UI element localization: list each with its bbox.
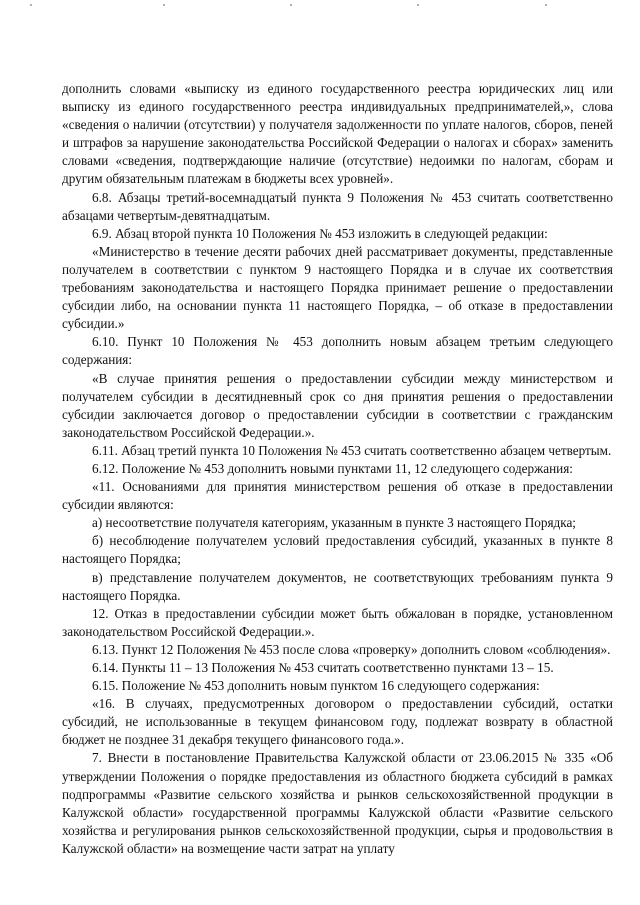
paragraph-6-12: 6.12. Положение № 453 дополнить новыми пунктами 11, 12 следующего содержания: (92, 460, 573, 476)
quoted-paragraph: «В случае принятия решения о предоставлении субсидии между министерством и получателем субсидии в десятидневный срок со дня принятия решения о предоставлении субсидии заключается договор о предоставлении субсидии в соответствии с гражданским законодательством Российской Федерации.». (62, 370, 613, 440)
paragraph-6-14: 6.14. Пункты 11 – 13 Положения № 453 считать соответственно пунктами 13 – 15. (92, 660, 554, 675)
paragraph-6-13: 6.13. Пункт 12 Положения № 453 после слова «проверку» дополнить словом «соблюдения». (92, 641, 611, 657)
list-item-b: б) несоблюдение получателем условий предоставления субсидий, указанных в пункте 8 настоящего Порядка; (62, 533, 613, 567)
paragraph-12: 12. Отказ в предоставлении субсидии может быть обжалован в порядке, установленном законодательством Российской Федерации.». (62, 605, 613, 639)
paragraph-6-11: 6.11. Абзац третий пункта 10 Положения № 453 считать соответственно абзацем четвертым. (92, 442, 612, 458)
quoted-paragraph: «Министерство в течение десяти рабочих дней рассматривает документы, представленные получателем в соответствии с пунктом 9 настоящего Порядка и в случае их соответствия требованиям законодательства и настоящего Порядка принимает решение о предоставлении субсидии либо, на основании пункта 11 настоящего Порядка, – об отказе в предоставлении субсидии.» (62, 243, 613, 332)
paragraph-6-8: 6.8. Абзацы третий-восемнадцатый пункта 9 Положения № 453 считать соответственно абзацами четвертым-девятнадцатым. (62, 189, 613, 223)
quoted-paragraph: «11. Основаниями для принятия министерством решения об отказе в предоставлении субсидии являются: (62, 479, 613, 513)
quoted-paragraph: «16. В случаях, предусмотренных договором о предоставлении субсидий, остатки субсидий, не использованные в текущем финансовом году, подлежат возврату в областной бюджет не позднее 31 декабря текущего финансового года.». (62, 696, 613, 748)
list-item-v: в) представление получателем документов, не соответствующих требованиям пункта 9 настоящего Порядка. (62, 569, 613, 603)
scan-speck (290, 4, 292, 6)
list-item-a: а) несоответствие получателя категориям, указанным в пункте 3 настоящего Порядка; (92, 515, 576, 531)
scan-speck (30, 4, 32, 6)
scan-speck (417, 4, 419, 6)
paragraph-7: 7. Внести в постановление Правительства Калужской области от 23.06.2015 № 335 «Об утверждении Положения о порядке предоставления из областного бюджета субсидий в рамках подпрограммы «Развитие сельского хозяйства и рынков сельскохозяйственной продукции в Калужской области» государственной программы Калужской области «Развитие сельского хозяйства и регулирования рынков сельскохозяйственной продукции, сырья и продовольствия в Калужской области» на возмещение части затрат на уплату (62, 750, 613, 856)
paragraph-6-9: 6.9. Абзац второй пункта 10 Положения № 453 изложить в следующей редакции: (92, 225, 548, 241)
scan-speck (163, 4, 165, 6)
scan-speck (545, 4, 547, 6)
paragraph-6-15: 6.15. Положение № 453 дополнить новым пунктом 16 следующего содержания: (92, 678, 540, 694)
paragraph: дополнить словами «выписку из единого государственного реестра юридических лиц или выписку из единого государственного реестра индивидуальных предпринимателей,», слова «сведения о наличии (отсутствии) у получателя задолженности по уплате налогов, сборов, пеней и штрафов за нарушение законодательства Российской Федерации о налогах и сборах» заменить словами «сведения, подтверждающие наличие (отсутствие) недоимки по налогам, сборам и другим обязательным платежам в бюджеты всех уровней». (62, 81, 613, 187)
paragraph-6-10: 6.10. Пункт 10 Положения № 453 дополнить новым абзацем третьим следующего содержания: (62, 334, 613, 368)
